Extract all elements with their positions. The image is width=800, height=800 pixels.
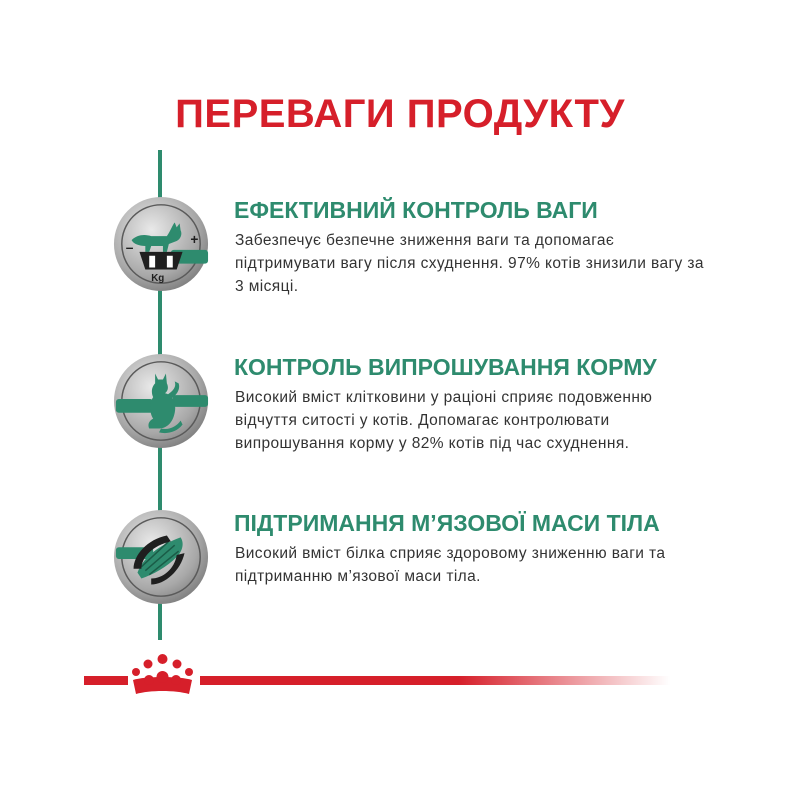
svg-text:Kg: Kg [151,273,165,285]
muscle-mass-icon [112,508,210,606]
footer-rule-left [84,676,128,685]
royal-canin-crown-logo [125,650,200,700]
benefit-item-begging-control [0,352,800,492]
benefit-title: ПІДТРИМАННЯ М’ЯЗОВОЇ МАСИ ТІЛА [234,510,660,536]
begging-cat-icon [112,352,210,450]
benefit-title: КОНТРОЛЬ ВИПРОШУВАННЯ КОРМУ [234,354,657,380]
benefit-description: Високий вміст білка сприяє здоровому зниженню ваги та підтриманню м’язової маси тіла. [235,545,666,585]
benefit-description: Високий вміст клітковини у раціоні сприяє подовженню відчуття ситості у котів. Допомагає контролювати випрошування корму у 82% котів під час схуднення. [235,389,653,452]
cat-weight-scale-icon [112,195,210,293]
benefit-item-weight-control [0,195,800,335]
page-title: ПЕРЕВАГИ ПРОДУКТУ [175,92,625,136]
svg-text:+: + [190,232,199,247]
footer-rule-right [200,676,670,685]
svg-text:–: – [125,239,134,255]
benefit-item-muscle-mass [0,508,800,648]
benefit-title: ЕФЕКТИВНИЙ КОНТРОЛЬ ВАГИ [234,197,598,223]
benefit-description: Забезпечує безпечне зниження ваги та допомагає підтримувати вагу після схуднення. 97% котів знизили вагу за 3 місяці. [235,232,704,295]
